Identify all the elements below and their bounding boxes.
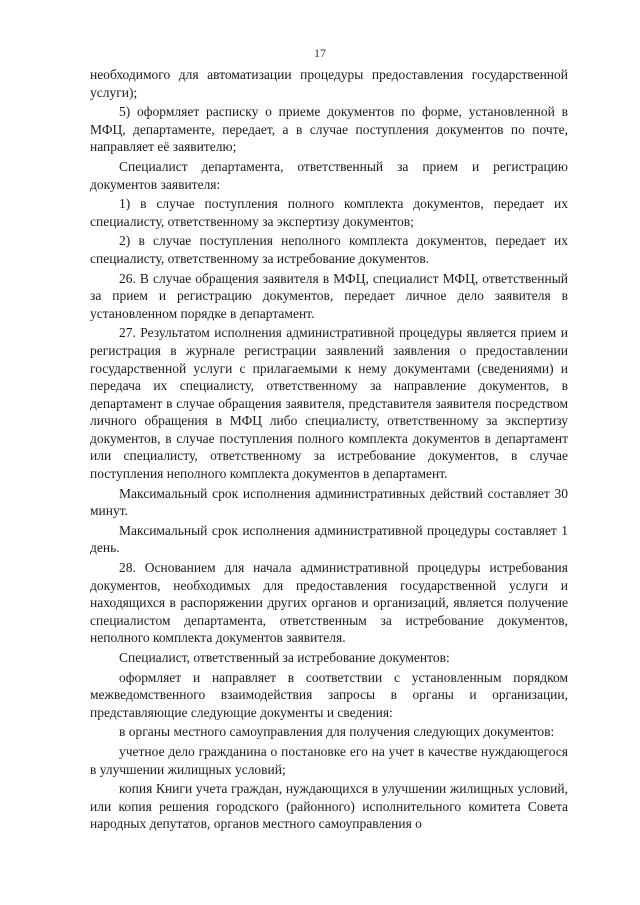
paragraph: 26. В случае обращения заявителя в МФЦ, специалист МФЦ, ответственный за прием и регистрацию документов, передает личное дело заявителя в установленном порядке в департамент. [90,270,568,321]
paragraph: необходимого для автоматизации процедуры предоставления государственной услуги); [90,67,568,100]
paragraph: 1) в случае поступления полного комплекта документов, передает их специалисту, ответственному за экспертизу документов; [90,196,568,229]
paragraph: 5) оформляет расписку о приеме документов по форме, установленной в МФЦ, департаменте, передает, а в случае поступления документов по почте, направляет её заявителю; [90,104,568,155]
paragraph: 2) в случае поступления неполного комплекта документов, передает их специалисту, ответственному за истребование документов. [90,233,568,266]
page-number: 17 [314,46,326,60]
paragraph: оформляет и направляет в соответствии с установленным порядком межведомственного взаимодействия запросы в органы и организации, представляющие следующие документы и сведения: [90,669,568,720]
paragraph: Специалист, ответственный за истребование документов: [119,650,450,665]
paragraph: в органы местного самоуправления для получения следующих документов: [119,724,555,740]
paragraph: 27. Результатом исполнения административной процедуры является прием и регистрация в журнале регистрации заявлений заявления о предоставлении государственной услуги с прилагаемыми к нему документами (сведениями) и передача их специалисту, ответственному за направление документов, в департамент в случае обращения заявителя, представителя заявителя посредством личного обращения в МФЦ либо специалисту, ответственному за экспертизу документов, в случае поступления полного комплекта документов в департамент или специалисту, ответственному за истребование документов, в случае поступления неполного комплекта документов в департамент. [90,325,568,482]
paragraph: 28. Основанием для начала административной процедуры истребования документов, необходимых для предоставления государственной услуги и находящихся в распоряжении других органов и организаций, является получение специалистом департамента, ответственным за истребование документов, неполного комплекта документов заявителя. [90,560,568,646]
paragraph: учетное дело гражданина о постановке его на учет в качестве нуждающегося в улучшении жилищных условий; [90,743,568,777]
paragraph: Максимальный срок исполнения административных действий составляет 30 минут. [90,485,568,519]
paragraph: копия Книги учета граждан, нуждающихся в улучшении жилищных условий, или копия решения городского (районного) исполнительного комитета Совета народных депутатов, органов местного самоуправления о [90,781,568,832]
paragraph: Максимальный срок исполнения административной процедуры составляет 1 день. [90,522,568,556]
paragraph: Специалист департамента, ответственный за прием и регистрацию документов заявителя: [90,158,568,192]
document-body [90,66,568,835]
